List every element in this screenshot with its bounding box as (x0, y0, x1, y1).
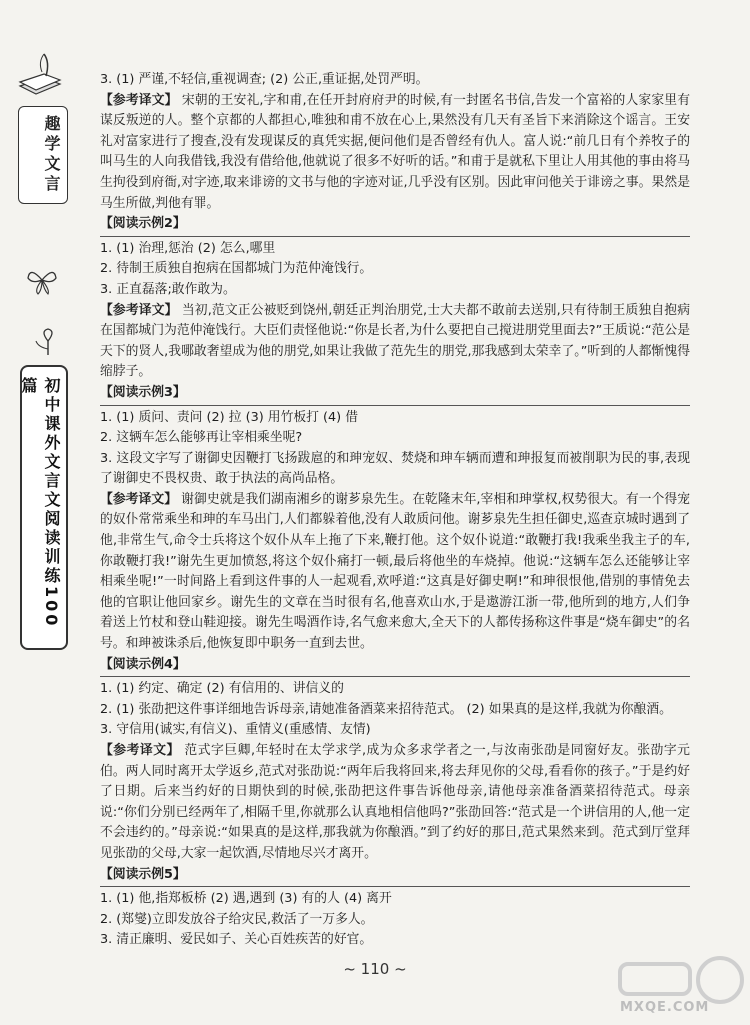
answer-line: 3. 正直磊落;敢作敢为。 (100, 281, 236, 297)
translation-tag: 【参考译文】 (100, 743, 180, 758)
watermark-text: MXQE.COM (620, 1000, 710, 1015)
section-heading: 【阅读示例5】 (100, 865, 690, 888)
translation-paragraph (100, 741, 690, 865)
page-number: ~ 110 ~ (343, 960, 407, 978)
translation-text: 谢御史就是我们湖南湘乡的谢芗泉先生。在乾隆末年,宰相和珅掌权,权势很大。有一个得宠的奴仆常常乘坐和珅的车马出门,人们都躲着他,没有人敢质问他。谢芗泉先生担任御史,巡查京城时遇到了他,非常生气,命令士兵将这个奴仆从车上拖了下来,鞭打他。这个奴仆说道:“敢鞭打我!我乘坐我主子的车,你敢鞭打我!”谢先生更加愤怒,将这个奴仆痛打一顿,最后将他坐的车烧掉。他说:“这辆车怎么还能够让宰相乘坐呢!”一时间路上看到这件事的人一起观看,欢呼道:“这真是好御史啊!”和珅很恨他,借别的事情免去他的官职让他回家乡。谢先生的文章在当时很有名,他喜欢山水,于是遨游江浙一带,他所到的地方,人们争着送上竹杖和登山鞋迎接。谢先生喝酒作诗,名气愈来愈大,全天下的人都传扬称这件事是“烧车御史”的名号。和珅被诛杀后,他恢复即中职务一直到去世。 (100, 491, 690, 652)
answer-line: 3. 守信用(诚实,有信义)、重情义(重感情、友情) (100, 722, 371, 738)
page-number-value: 110 (360, 960, 390, 978)
answer-line: 1. (1) 质问、责问 (2) 拉 (3) 用竹板打 (4) 借 (100, 409, 359, 425)
translation-tag: 【参考译文】 (100, 491, 178, 507)
answer-line: 2. (郑燮)立即发放谷子给灾民,救活了一万多人。 (100, 911, 374, 927)
answer-line: 2. 待制王质独自抱病在国都城门为范仲淹饯行。 (100, 261, 373, 277)
translation-tag: 【参考译文】 (100, 302, 178, 318)
answer-key-content (100, 70, 690, 951)
section-heading: 【阅读示例4】 (100, 655, 690, 678)
book-title-vertical: 初中课外文言文阅读训练100篇 (20, 365, 68, 650)
answer-line: 3. 清正廉明、爱民如子、关心百姓疾苦的好官。 (100, 932, 373, 948)
translation-paragraph (100, 91, 690, 215)
butterfly-icon (22, 260, 62, 300)
translation-text: 宋朝的王安礼,字和甫,在任开封府府尹的时候,有一封匿名书信,告发一个富裕的人家家里有谋反叛逆的人。整个京都的人都担心,唯独和甫不放在心上,果然没有几天有圣旨下来消除这个谣言。王安礼对富家进行了搜查,没有发现谋反的真凭实据,便问他们是否曾经有仇人。富人说:“前几日有个养牧子的叫马生的人向我借钱,我没有借给他,他就说了很多不好听的话。”和甫于是就私下里让人用其他的事由将马生拘役到府衙,对字迹,取来诽谤的文书与他的字迹对证,几乎没有区别。因此审问他关于诽谤之事。果然是马生所做,判他有罪。 (100, 92, 690, 211)
answer-line: 2. (1) 张劭把这件事详细地告诉母亲,请她准备酒菜来招待范式。 (2) 如果真的是这样,我就为你酿酒。 (100, 701, 672, 717)
answer-line: 1. (1) 约定、确定 (2) 有信用的、讲信义的 (100, 681, 344, 697)
translation-text: 范式字巨卿,年轻时在太学求学,成为众多求学者之一,与汝南张劭是同窗好友。张劭字元伯。两人同时离开太学返乡,范式对张劭说:“两年后我将回来,将去拜见你的父母,看看你的孩子。”于是约好了日期。后来当约好的日期快到的时候,张劭把这件事告诉他母亲,请他母亲准备酒菜招待范式。母亲说:“你们分别已经两年了,相隔千里,你就那么认真地相信他吗?”张劭回答:“范式是一个讲信用的人,他一定不会违约的。”母亲说:“如果真的是这样,那我就为你酿酒。”到了约好的那日,范式果然来到。范式到厅堂拜见张劭的父母,大家一起饮酒,尽情地尽兴才离开。 (100, 743, 690, 861)
sidebar (10, 50, 66, 650)
answer-line: 2. 这辆车怎么能够再让宰相乘坐呢? (100, 430, 303, 446)
answer-line: 1. (1) 他,指郑板桥 (2) 遇,遇到 (3) 有的人 (4) 离开 (100, 891, 392, 907)
answer-line: 1. (1) 治理,惩治 (2) 怎么,哪里 (100, 240, 276, 256)
answer-line: 3. 这段文字写了谢御史因鞭打飞扬跋扈的和珅宠奴、焚烧和珅车辆而遭和珅报复而被削职为民的事,表现了谢御史不畏权贵、敢于执法的高尚品格。 (100, 450, 690, 487)
section-heading: 【阅读示例3】 (100, 383, 690, 406)
flower-icon (30, 325, 66, 361)
answer-line: 3. (1) 严谨,不轻信,重视调查; (2) 公正,重证据,处罚严明。 (100, 72, 429, 87)
books-quill-icon (14, 50, 64, 100)
translation-paragraph (100, 490, 690, 655)
translation-paragraph (100, 301, 690, 383)
translation-tag: 【参考译文】 (100, 92, 178, 108)
series-title-vertical: 趣学文言 (18, 106, 68, 204)
section-heading: 【阅读示例2】 (100, 214, 690, 237)
translation-text: 当初,范文正公被贬到饶州,朝廷正判治朋党,士大夫都不敢前去送别,只有待制王质独自抱病在国都城门为范仲淹饯行。大臣们责怪他说:“你是长者,为什么要把自己搅进朋党里面去?”王质说:“范公是天下的贤人,我哪敢奢望成为他的朋党,如果让我做了范先生的朋党,那我感到太荣幸了。”听到的人都惭愧得缩脖子。 (100, 302, 690, 380)
